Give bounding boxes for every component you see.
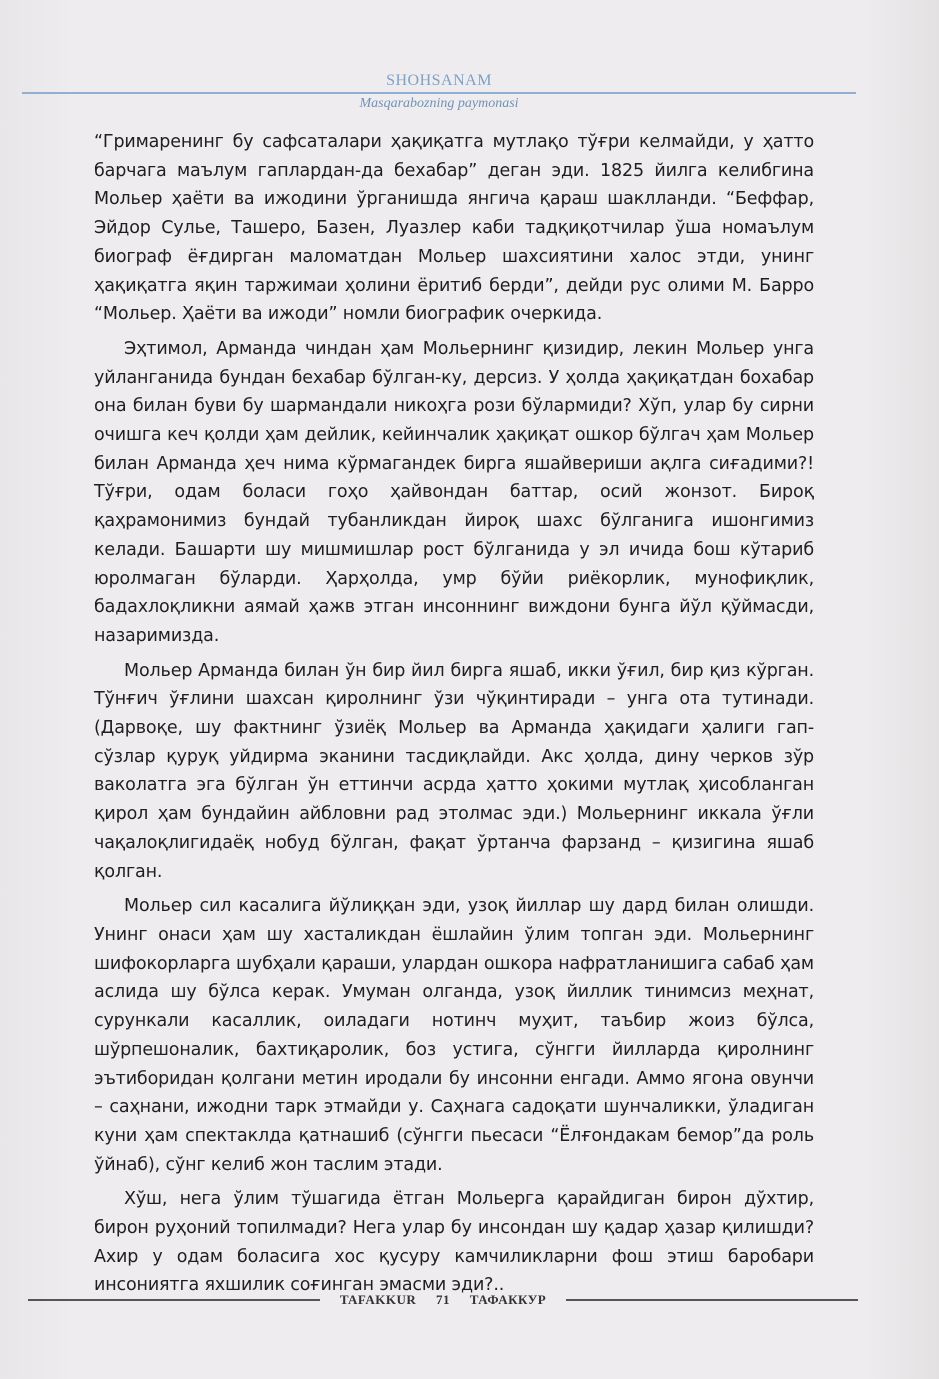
paragraph: Мольер сил касалига йўлиққан эди, узоқ йиллар шу дард билан олишди. Унинг онаси ҳам шу хасталикдан ёшлайин ўлим топган эди. Мольернинг шифокорларга шубҳали қараши, улардан ошкора нафратланишига сабаб ҳам аслида шу бўлса керак. Умуман олганда, узоқ йиллик тинимсиз меҳнат, сурункали касаллик, оиладаги нотинч муҳит, таъбир жоиз бўлса, шўрпешоналик, бахтиқаролик, боз устига, сўнгги йилларда қиролнинг эътиборидан қолгани метин иродали бу инсонни енгади. Аммо ягона овунчи – саҳнани, ижодни тарк этмайди у. Саҳнага садоқати шунчаликки, ўладиган куни ҳам спектаклда қатнашиб (сўнгги пьесаси “Ёлғондакам бемор”да роль ўйнаб), сўнг келиб жон таслим этади. [94, 896, 814, 1175]
paragraph: “Гримаренинг бу сафсаталари ҳақиқатга мутлақо тўғри келмайди, у ҳатто барчага маълум гаплардан-да бехабар” деган эди. 1825 йилга келибгина Мольер ҳаёти ва ижодини ўрганишда янгича қараш шаклланди. “Беффар, Эйдор Сулье, Ташеро, Базен, Луазлер каби тадқиқотчилар ўша номаълум биограф ёғдирган маломатдан Мольер шахсиятини халос этди, унинг ҳақиқатга яқин таржимаи ҳолини ёритиб берди”, дейди рус олими М. Барро “Мольер. Ҳаёти ва ижоди” номли биографик очеркида. [94, 132, 814, 325]
footer-journal-latin: TAFAKKUR [339, 1292, 417, 1307]
running-footer [28, 1290, 858, 1310]
footer-journal-cyrillic: ТАФАККУР [469, 1292, 547, 1307]
paragraph: Мольер Арманда билан ўн бир йил бирга яшаб, икки ўғил, бир қиз кўрган. Тўнғич ўғлини шахсан қиролнинг ўзи чўқинтиради – унга ота тутинади. (Дарвоқе, шу фактнинг ўзиёқ Мольер ва Арманда ҳақидаги ҳалиги гап-сўзлар қуруқ уйдирма эканини тасдиқлайди. Акс ҳолда, дину черков зўр ваколатга эга бўлган ўн еттинчи асрда ҳатто ҳокими мутлақ ҳисобланган қирол ҳам бундайин айбловни рад этолмас эди.) Мольернинг иккала ўғли чақалоқлигидаёқ нобуд бўлган, фақат ўртанча фарзанд – қизигина яшаб қолган. [94, 660, 814, 882]
footer-rule-right [566, 1299, 858, 1301]
footer-label [320, 1292, 566, 1308]
paragraph: Эҳтимол, Арманда чиндан ҳам Мольернинг қизидир, лекин Мольер унга уйланганида бундан бехабар бўлган-ку, дерсиз. У ҳолда ҳақиқатдан бохабар она билан буви бу шармандали никоҳга рози бўлармиди? Хўп, улар бу сирни очишга кеч қолди ҳам дейлик, кейинчалик ҳақиқат ошкор бўлгач ҳам Мольер билан Арманда ҳеч нима кўрмагандек бирга яшайвериши ақлга сиғадими?! Тўғри, одам боласи гоҳо ҳайвондан баттар, осий жонзот. Бироқ қаҳрамонимиз бундай тубанликдан йироқ шахс бўлганига ишонгимиз келади. Башарти шу мишмишлар рост бўлганида у эл ичида бош кўтариб юролмаган бўларди. Ҳарҳолда, умр бўйи риёкорлик, мунофиқлик, бадахлоқликни аямай ҳажв этган инсоннинг виждони бунга йўл қўймасди, назаримизда. [94, 338, 814, 646]
article-body [94, 128, 814, 1306]
running-header [22, 70, 856, 114]
header-title: SHOHSANAM [386, 72, 492, 89]
page-number: 71 [436, 1292, 451, 1307]
header-subtitle: Masqarabozning paymonasi [359, 96, 519, 111]
paragraph: Хўш, нега ўлим тўшагида ётган Мольерга қарайдиган бирон дўхтир, бирон руҳоний топилмади? Нега улар бу инсондан шу қадар ҳазар қилишди? Ахир у одам боласига хос қусуру камчиликларни фош этиш баробари инсониятга яхшилик соғинган эмасми эди?.. [94, 1189, 814, 1296]
footer-rule-left [28, 1299, 320, 1301]
